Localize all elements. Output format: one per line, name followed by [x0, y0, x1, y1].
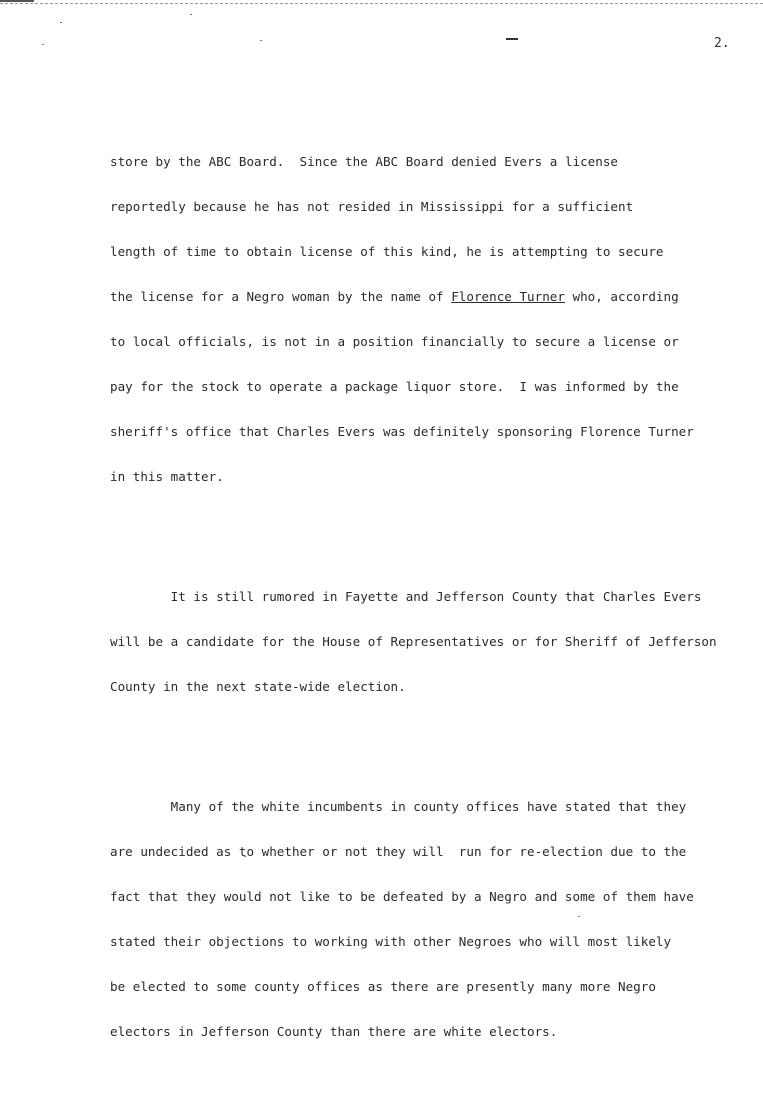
text-segment: the license for a Negro woman by the name of	[110, 289, 452, 304]
text-line: stated their objections to working with other Negroes who will most likely	[110, 934, 672, 949]
top-edge-line	[0, 3, 763, 7]
scan-speck	[190, 14, 192, 15]
scan-speck	[60, 22, 62, 23]
text-line: reportedly because he has not resided in Mississippi for a sufficient	[110, 199, 634, 214]
text-segment: who, according	[564, 289, 679, 304]
text-line: pay for the stock to operate a package liquor store. I was informed by the	[110, 379, 679, 394]
paragraph	[110, 559, 730, 724]
scan-speck	[42, 44, 44, 45]
text-line: to local officials, is not in a position financially to secure a license or	[110, 334, 679, 349]
page-number: 2.	[714, 36, 730, 51]
text-line: County in the next state-wide election.	[110, 679, 406, 694]
document-body	[110, 94, 730, 1099]
paragraph	[110, 769, 730, 1069]
underlined-name: Florence Turner	[451, 289, 565, 304]
text-line: store by the ABC Board. Since the ABC Board denied Evers a license	[110, 154, 618, 169]
scan-speck	[260, 40, 262, 41]
text-line: be elected to some county offices as there are presently many more Negro	[110, 979, 656, 994]
text-line	[110, 289, 730, 304]
top-edge-mark	[0, 0, 34, 8]
paragraph	[110, 124, 730, 514]
text-line: fact that they would not like to be defeated by a Negro and some of them have	[110, 889, 694, 904]
text-line: will be a candidate for the House of Representatives or for Sheriff of Jefferson	[110, 634, 717, 649]
text-line: length of time to obtain license of this kind, he is attempting to secure	[110, 244, 664, 259]
text-line: in this matter.	[110, 469, 224, 484]
text-line: sheriff's office that Charles Evers was definitely sponsoring Florence Turner	[110, 424, 694, 439]
text-line: are undecided as to whether or not they will run for re-election due to the	[110, 844, 687, 859]
text-line: It is still rumored in Fayette and Jefferson County that Charles Evers	[110, 589, 702, 604]
text-line: electors in Jefferson County than there are white electors.	[110, 1024, 558, 1039]
scan-dash-mark	[506, 38, 518, 40]
text-line: Many of the white incumbents in county offices have stated that they	[110, 799, 687, 814]
